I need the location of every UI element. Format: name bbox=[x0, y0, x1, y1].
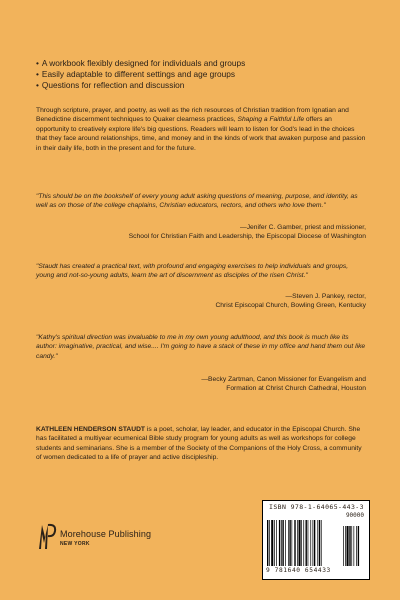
attribution-line: Formation at Christ Church Cathedral, Houston bbox=[226, 385, 366, 393]
attribution-line: Christ Episcopal Church, Bowling Green, Kentucky bbox=[215, 302, 366, 310]
feature-item: • Questions for reflection and discussion bbox=[36, 80, 366, 91]
attribution-line: —Becky Zartman, Canon Missioner for Evangelism and bbox=[201, 376, 366, 383]
isbn-number: ISBN 978-1-64065-443-3 bbox=[269, 503, 364, 511]
barcode-bars bbox=[267, 520, 365, 566]
attribution-line: —Jenifer C. Gamber, priest and missioner, bbox=[240, 224, 366, 231]
description-text-end: offers an opportunity to creatively explore life's big questions. Readers will learn to listen for God's lead in the choices that they face around relationships, time, and money and in the kinds of work that awaken purpose and passion in their daily life, both in the present and for the future. bbox=[36, 116, 366, 152]
isbn-barcode bbox=[262, 500, 370, 580]
price-code: 90000 bbox=[345, 512, 364, 519]
feature-list bbox=[36, 58, 366, 92]
endorsement-quote-1: "This should be on the bookshelf of every young adult asking questions of meaning, purpose, and identity, as well as on those of the college chaplains, Christian educators, rectors, and others who love them." bbox=[36, 193, 358, 210]
barcode-number: 9 781640 654433 bbox=[266, 567, 331, 574]
author-bio bbox=[36, 425, 366, 463]
feature-item: • Easily adaptable to different settings and age groups bbox=[36, 69, 366, 80]
feature-item: • A workbook flexibly designed for individuals and groups bbox=[36, 58, 366, 69]
description-text: Through scripture, prayer, and poetry, as well as the rich resources of Christian tradition from Ignatian and Benedictine discernment techniques to Quaker clearness practices, bbox=[36, 107, 349, 124]
author-bio-text: is a poet, scholar, lay leader, and educator in the Episcopal Church. She has facilitated a multiyear ecumenical Bible study program for young adults as well as workshops for college students and seminarians. She is a member of the Society of the Companions of the Holy Cross, a community of women dedicated to a life of prayer and active discipleship. bbox=[36, 426, 362, 462]
endorsement-attribution-1 bbox=[66, 223, 366, 242]
author-name: KATHLEEN HENDERSON STAUDT bbox=[36, 426, 145, 433]
publisher-city: NEW YORK bbox=[60, 541, 90, 547]
endorsement-attribution-2 bbox=[66, 292, 366, 311]
attribution-line: —Steven J. Pankey, rector, bbox=[285, 293, 366, 300]
book-description bbox=[36, 106, 366, 153]
publisher-name: Morehouse Publishing bbox=[60, 529, 152, 539]
publisher-mark-icon bbox=[36, 521, 58, 551]
endorsement-quote-3: "Kathy's spiritual direction was invaluable to me in my own young adulthood, and this book is much like its author: imaginative, practical, and wise.... I'm going to have a stack of these in my office and hand them out like candy." bbox=[36, 334, 366, 360]
endorsement-attribution-3 bbox=[66, 375, 366, 394]
publisher-logo bbox=[36, 521, 166, 557]
attribution-line: School for Christian Faith and Leadership, the Episcopal Diocese of Washington bbox=[128, 233, 366, 241]
endorsement-quote-2: "Staudt has created a practical text, with profound and engaging exercises to help individuals and groups, young and not-so-young adults, learn the art of discernment as disciples of the risen Christ." bbox=[36, 263, 349, 280]
book-title: Shaping a Faithful Life bbox=[237, 116, 305, 124]
